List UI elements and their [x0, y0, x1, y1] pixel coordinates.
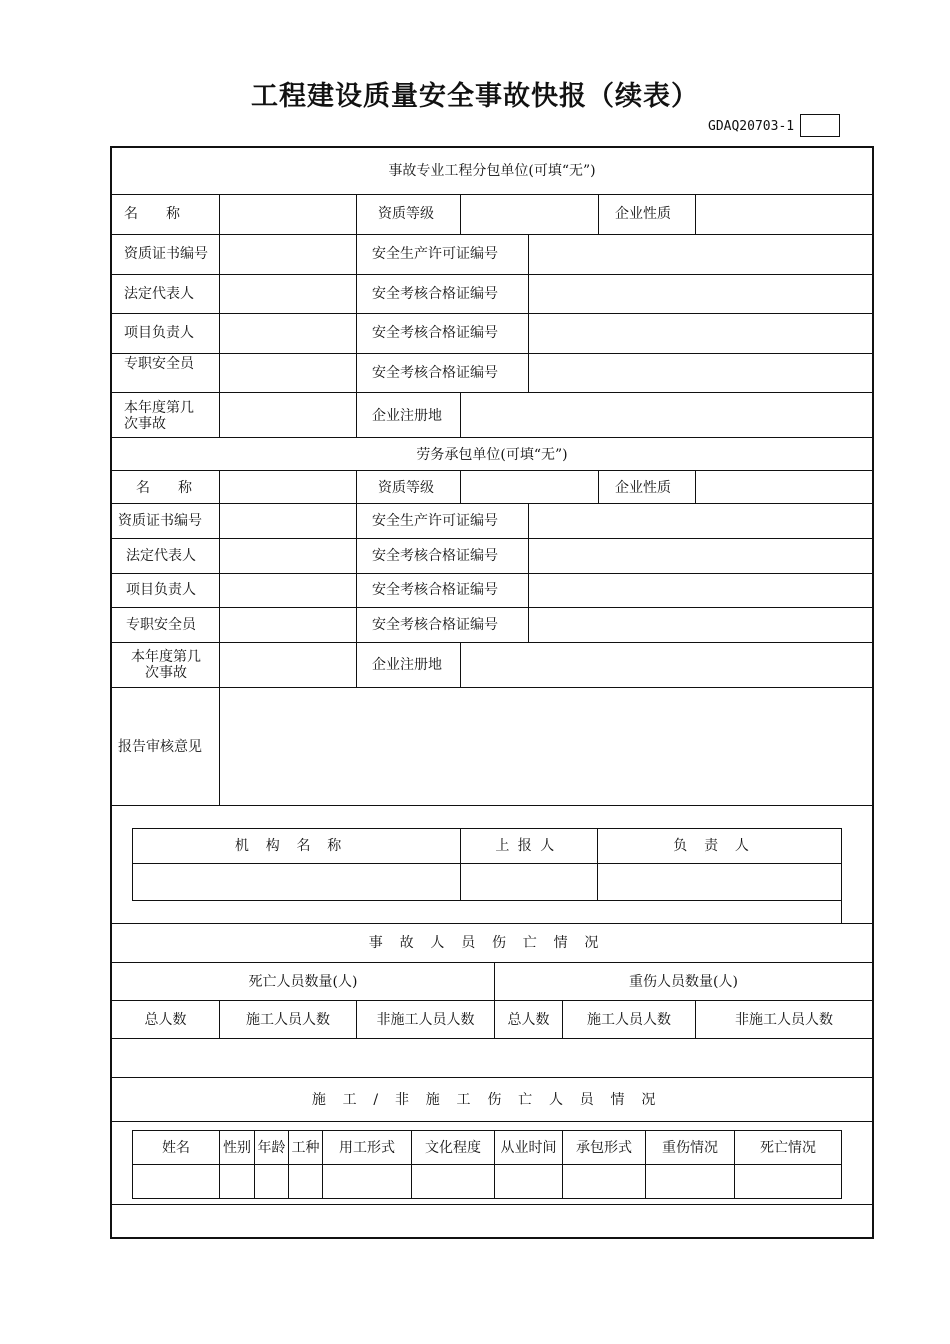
person-in-charge-field[interactable] — [598, 864, 841, 900]
sub1-reg-place-field[interactable] — [461, 393, 872, 437]
sub1-permit-no-field[interactable] — [529, 235, 872, 274]
death-total-label: 总人数 — [144, 1012, 187, 1028]
sub1-name-label: 名 称 — [124, 206, 180, 222]
death-total-field[interactable] — [112, 1039, 219, 1077]
sub2-pm-label: 项目负责人 — [126, 582, 196, 598]
sub2-safety-officer-label: 专职安全员 — [126, 617, 196, 633]
casualty-header: 事故人员伤亡情况 — [368, 935, 616, 951]
injury-total-label: 总人数 — [507, 1012, 550, 1028]
sub1-exam-no-label-2: 安全考核合格证编号 — [372, 325, 498, 341]
col-work-years: 从业时间 — [500, 1140, 557, 1156]
col-employment-form: 用工形式 — [339, 1140, 395, 1156]
review-label: 报告审核意见 — [118, 739, 202, 755]
sub2-pm-field[interactable] — [220, 574, 356, 607]
sub2-cert-no-label: 资质证书编号 — [118, 513, 202, 529]
reporter-field[interactable] — [461, 864, 597, 900]
sub2-safety-officer-field[interactable] — [220, 608, 356, 642]
sub1-permit-no-label: 安全生产许可证编号 — [372, 246, 498, 262]
col-gender: 性别 — [223, 1140, 251, 1156]
injury-construction-label: 施工人员人数 — [587, 1012, 671, 1028]
sub1-reg-place-label: 企业注册地 — [372, 408, 442, 424]
sub2-qual-level-field[interactable] — [461, 471, 598, 503]
sub2-nature-field[interactable] — [696, 471, 872, 503]
details-row[interactable] — [133, 1165, 841, 1198]
sub2-name-field[interactable] — [220, 471, 356, 503]
org-name-field[interactable] — [133, 864, 460, 900]
col-trade: 工种 — [291, 1140, 320, 1156]
sub1-header: 事故专业工程分包单位(可填“无”) — [388, 163, 596, 179]
sub1-exam-no-label-3: 安全考核合格证编号 — [372, 365, 498, 381]
sub2-permit-no-label: 安全生产许可证编号 — [372, 513, 498, 529]
sub1-legal-rep-exam-field[interactable] — [529, 275, 872, 313]
death-count-header: 死亡人员数量(人) — [248, 974, 358, 990]
page-title: 工程建设质量安全事故快报（续表） — [251, 81, 699, 112]
sub1-times-field[interactable] — [220, 393, 356, 437]
death-construction-label: 施工人员人数 — [246, 1012, 330, 1028]
col-name: 姓名 — [162, 1140, 190, 1156]
col-contract-form: 承包形式 — [576, 1140, 632, 1156]
sub2-exam-no-label-1: 安全考核合格证编号 — [372, 548, 498, 564]
reporter-header: 上报人 — [495, 838, 563, 854]
death-construction-field[interactable] — [220, 1039, 356, 1077]
sub2-nature-label: 企业性质 — [615, 480, 671, 496]
sub2-safety-officer-exam-field[interactable] — [529, 608, 872, 642]
sub2-times-label: 本年度第几次事故 — [131, 649, 201, 681]
form-frame — [110, 146, 874, 1239]
sub2-qual-level-label: 资质等级 — [378, 480, 434, 496]
sub2-reg-place-label: 企业注册地 — [372, 657, 442, 673]
injury-count-header: 重伤人员数量(人) — [629, 974, 738, 990]
col-education: 文化程度 — [425, 1140, 481, 1156]
sub2-legal-rep-field[interactable] — [220, 539, 356, 573]
sub2-pm-exam-field[interactable] — [529, 574, 872, 607]
sub2-name-label: 名 称 — [136, 480, 192, 496]
col-death: 死亡情况 — [760, 1140, 816, 1156]
sub2-legal-rep-label: 法定代表人 — [126, 548, 196, 564]
sub1-legal-rep-label: 法定代表人 — [124, 286, 194, 302]
sub1-cert-no-label: 资质证书编号 — [124, 246, 208, 262]
sub1-pm-field[interactable] — [220, 314, 356, 353]
sub2-exam-no-label-3: 安全考核合格证编号 — [372, 617, 498, 633]
sub1-legal-rep-field[interactable] — [220, 275, 356, 313]
injury-construction-field[interactable] — [563, 1039, 695, 1077]
org-name-header: 机构名称 — [234, 838, 359, 854]
injury-total-field[interactable] — [495, 1039, 562, 1077]
bottom-row[interactable] — [112, 1205, 872, 1237]
details-header: 施工/非施工伤亡人员情况 — [311, 1092, 673, 1108]
sub1-cert-no-field[interactable] — [220, 235, 356, 274]
sub2-cert-no-field[interactable] — [220, 504, 356, 538]
injury-non-construction-field[interactable] — [696, 1039, 872, 1077]
form-code-box[interactable] — [800, 114, 840, 137]
person-in-charge-header: 负责人 — [673, 838, 766, 854]
sub1-qual-level-label: 资质等级 — [378, 206, 434, 222]
sub2-header: 劳务承包单位(可填“无”) — [416, 447, 568, 463]
sub1-nature-label: 企业性质 — [615, 206, 671, 222]
death-non-construction-label: 非施工人员人数 — [376, 1012, 475, 1028]
sub2-exam-no-label-2: 安全考核合格证编号 — [372, 582, 498, 598]
sub1-qual-level-field[interactable] — [461, 195, 598, 234]
col-age: 年龄 — [257, 1140, 286, 1156]
injury-non-construction-label: 非施工人员人数 — [735, 1012, 833, 1028]
sub1-safety-officer-label: 专职安全员 — [124, 356, 194, 372]
sub2-legal-rep-exam-field[interactable] — [529, 539, 872, 573]
sub1-name-field[interactable] — [220, 195, 356, 234]
death-non-construction-field[interactable] — [357, 1039, 494, 1077]
sub1-exam-no-label-1: 安全考核合格证编号 — [372, 286, 498, 302]
sub2-reg-place-field[interactable] — [461, 643, 872, 687]
form-code: GDAQ20703-1 — [708, 119, 795, 134]
sub1-safety-officer-field[interactable] — [220, 354, 356, 392]
sub1-pm-label: 项目负责人 — [124, 325, 194, 341]
sub1-safety-officer-exam-field[interactable] — [529, 354, 872, 392]
sub2-permit-no-field[interactable] — [529, 504, 872, 538]
sub1-nature-field[interactable] — [696, 195, 872, 234]
review-opinion-field[interactable] — [220, 688, 872, 805]
col-injury: 重伤情况 — [662, 1140, 718, 1156]
sub2-times-field[interactable] — [220, 643, 356, 687]
sub1-times-label: 本年度第几次事故 — [124, 400, 194, 432]
sub1-pm-exam-field[interactable] — [529, 314, 872, 353]
